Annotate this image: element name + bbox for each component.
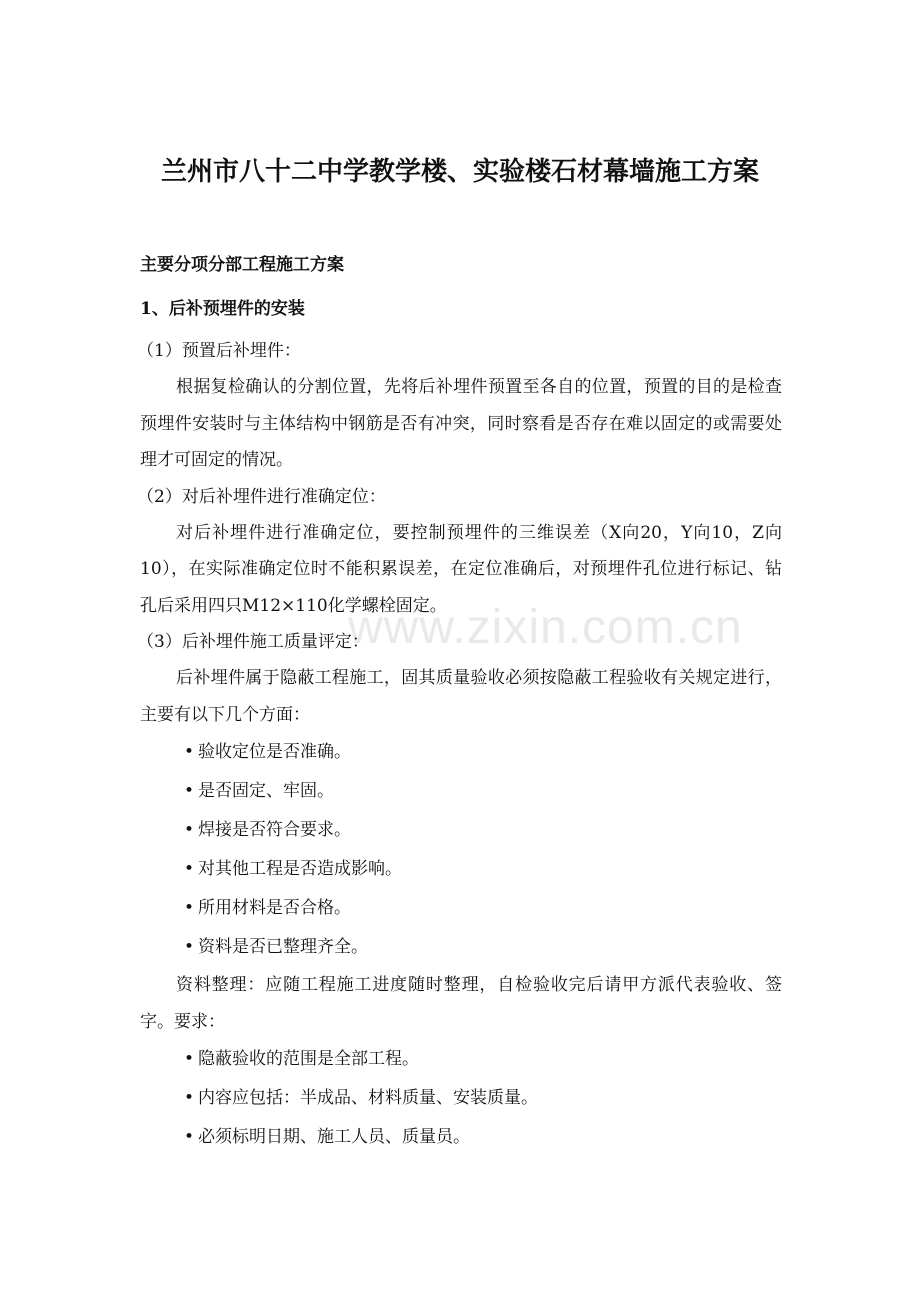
item-3-paragraph: 后补埋件属于隐蔽工程施工，固其质量验收必须按隐蔽工程验收有关规定进行，主要有以下几个方面： <box>140 668 782 725</box>
watermark: www.zixin.com.cn <box>348 601 743 654</box>
bullet-text: 是否固定、牢固。 <box>198 781 335 801</box>
bullet-text: 内容应包括：半成品、材料质量、安装质量。 <box>198 1088 539 1108</box>
bullet-text: 必须标明日期、施工人员、质量员。 <box>198 1127 471 1147</box>
bullet-icon: • <box>184 898 195 918</box>
bullet-text: 对其他工程是否造成影响。 <box>198 859 403 879</box>
bullet-item <box>184 1040 782 1079</box>
bullet-item <box>184 733 782 772</box>
item-1-paragraph: 根据复检确认的分割位置，先将后补埋件预置至各自的位置，预置的目的是检查预埋件安装时与主体结构中钢筋是否有冲突，同时察看是否存在难以固定的或需要处理才可固定的情况。 <box>140 377 782 470</box>
item-2-paragraph: 对后补埋件进行准确定位，要控制预埋件的三维误差（X向20，Y向10，Z向10），在实际准确定位时不能积累误差，在定位准确后，对预埋件孔位进行标记、钻孔后采用四只M12×110化学螺栓固定。 <box>140 522 782 616</box>
bullet-icon: • <box>184 937 195 957</box>
bullet-icon: • <box>184 820 195 840</box>
section-heading: 主要分项分部工程施工方案 <box>140 255 344 275</box>
bullet-item <box>184 889 782 928</box>
bullet-icon: • <box>184 859 195 879</box>
body-content <box>137 333 782 1157</box>
bullet-icon: • <box>184 1088 195 1108</box>
item-2-label: （2）对后补埋件进行准确定位： <box>137 486 386 507</box>
records-paragraph: 资料整理：应随工程施工进度随时整理，自检验收完后请甲方派代表验收、签字。要求： <box>140 975 782 1032</box>
bullet-text: 验收定位是否准确。 <box>198 742 352 762</box>
bullet-item <box>184 1118 782 1157</box>
bullet-item <box>184 850 782 889</box>
bullet-text: 所用材料是否合格。 <box>198 898 352 918</box>
item-1-label: （1）预置后补埋件： <box>137 341 301 361</box>
bullet-icon: • <box>184 781 195 801</box>
bullet-text: 资料是否已整理齐全。 <box>198 937 369 957</box>
sub-heading: 1、后补预埋件的安装 <box>140 299 305 319</box>
item-3-label: （3）后补埋件施工质量评定： <box>137 632 369 652</box>
bullet-text: 焊接是否符合要求。 <box>198 820 352 840</box>
bullet-icon: • <box>184 1127 195 1147</box>
bullet-item <box>184 928 782 967</box>
bullet-icon: • <box>184 742 195 762</box>
bullet-item <box>184 772 782 811</box>
bullet-icon: • <box>184 1049 195 1069</box>
document-title: 兰州市八十二中学教学楼、实验楼石材幕墙施工方案 <box>160 157 759 187</box>
bullet-item <box>184 811 782 850</box>
bullet-item <box>184 1079 782 1118</box>
bullet-text: 隐蔽验收的范围是全部工程。 <box>198 1049 420 1069</box>
